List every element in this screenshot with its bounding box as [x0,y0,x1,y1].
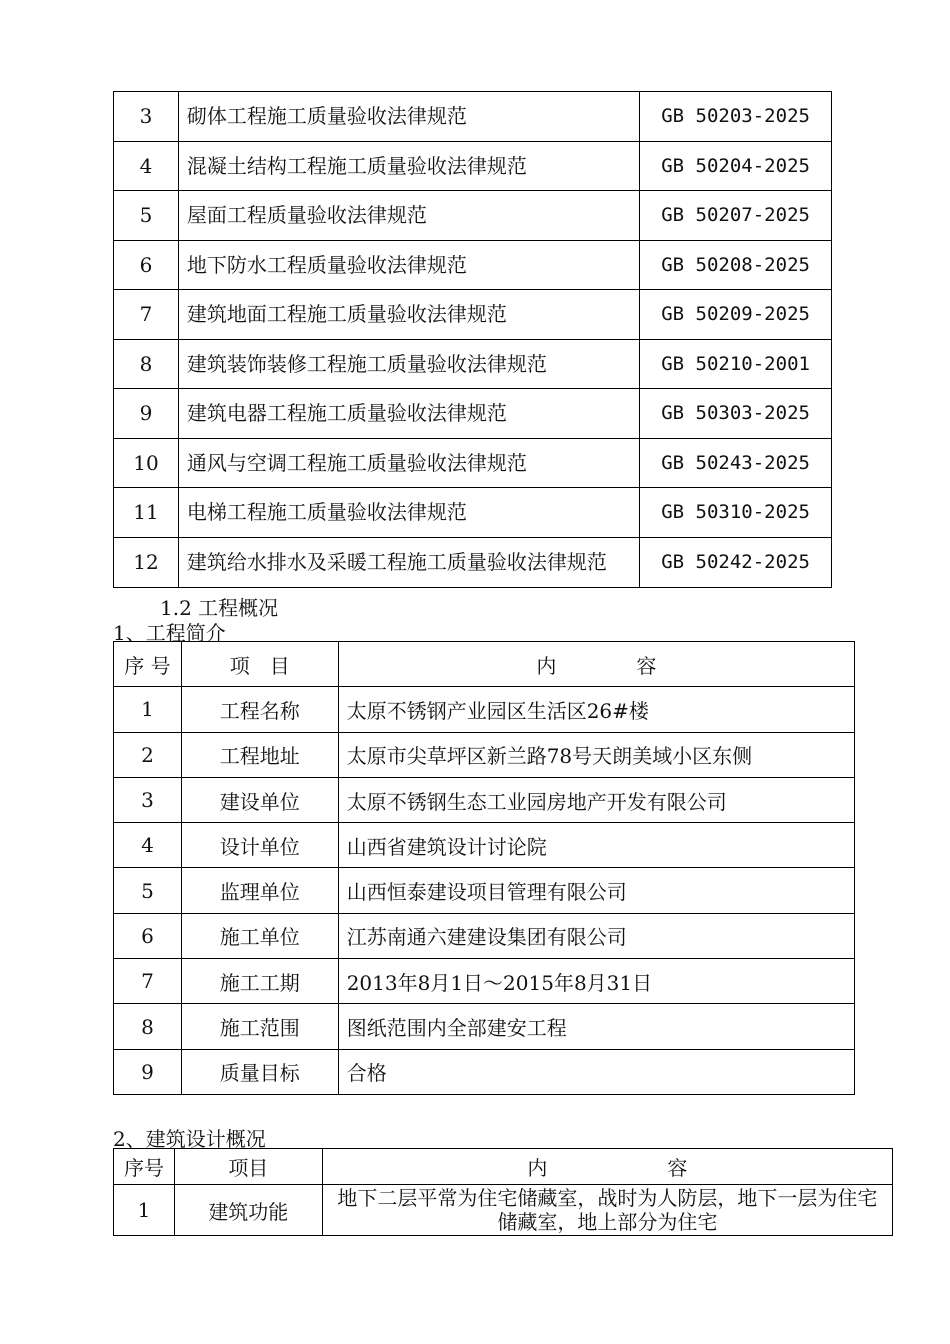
overview-table [113,641,855,1095]
row-content: 太原市尖草坪区新兰路78号天朗美域小区东侧 [338,732,854,777]
row-number: 10 [114,438,179,488]
standard-code: GB 50204-2025 [640,141,832,191]
row-content: 山西恒泰建设项目管理有限公司 [338,868,854,913]
table-row [114,959,855,1004]
row-item: 建筑功能 [174,1185,322,1236]
row-item: 监理单位 [181,868,338,913]
row-content: 太原不锈钢产业园区生活区26#楼 [338,687,854,732]
row-content: 江苏南通六建建设集团有限公司 [338,913,854,958]
table-row [114,290,832,340]
table-header-row [114,642,855,687]
standard-name: 建筑给水排水及采暖工程施工质量验收法律规范 [178,537,639,587]
row-content: 图纸范围内全部建安工程 [338,1004,854,1049]
table-row [114,240,832,290]
subsection-title-design: 2、建筑设计概况 [113,1127,266,1151]
row-item: 施工工期 [181,959,338,1004]
table-header-row [114,1149,893,1185]
table-row [114,1185,893,1236]
row-content: 合格 [338,1049,854,1094]
row-number: 3 [114,777,182,822]
table-row [114,687,855,732]
standard-code: GB 50207-2025 [640,191,832,241]
table-row [114,537,832,587]
table-row [114,823,855,868]
standard-code: GB 50242-2025 [640,537,832,587]
table-row [114,913,855,958]
table-row [114,339,832,389]
row-item: 施工范围 [181,1004,338,1049]
table-row [114,389,832,439]
standard-name: 建筑电器工程施工质量验收法律规范 [178,389,639,439]
table-row [114,488,832,538]
standard-name: 电梯工程施工质量验收法律规范 [178,488,639,538]
table-row [114,191,832,241]
row-item: 质量目标 [181,1049,338,1094]
row-number: 12 [114,537,179,587]
row-number: 7 [114,290,179,340]
row-number: 8 [114,1004,182,1049]
row-number: 1 [114,687,182,732]
standard-code: GB 50203-2025 [640,92,832,142]
table-row [114,1004,855,1049]
row-item: 工程地址 [181,732,338,777]
standard-code: GB 50303-2025 [640,389,832,439]
header-content: 内 容 [322,1149,892,1185]
row-number: 6 [114,913,182,958]
table-row [114,1049,855,1094]
standard-name: 地下防水工程质量验收法律规范 [178,240,639,290]
row-number: 4 [114,823,182,868]
row-content: 太原不锈钢生态工业园房地产开发有限公司 [338,777,854,822]
header-content: 内 容 [338,642,854,687]
row-item: 设计单位 [181,823,338,868]
header-number: 序号 [114,1149,175,1185]
row-number: 1 [114,1185,175,1236]
standard-name: 通风与空调工程施工质量验收法律规范 [178,438,639,488]
header-item: 项 目 [181,642,338,687]
row-item: 施工单位 [181,913,338,958]
row-number: 7 [114,959,182,1004]
standard-name: 混凝土结构工程施工质量验收法律规范 [178,141,639,191]
standard-name: 建筑装饰装修工程施工质量验收法律规范 [178,339,639,389]
table-row [114,438,832,488]
standard-code: GB 50310-2025 [640,488,832,538]
table-row [114,92,832,142]
standards-table [113,91,832,588]
header-item: 项目 [174,1149,322,1185]
table-row [114,868,855,913]
row-item: 建设单位 [181,777,338,822]
standard-code: GB 50209-2025 [640,290,832,340]
row-content: 地下二层平常为住宅储藏室，战时为人防层，地下一层为住宅储藏室，地上部分为住宅 [322,1185,892,1236]
row-number: 8 [114,339,179,389]
row-number: 5 [114,191,179,241]
row-number: 9 [114,389,179,439]
subsection-title-overview: 1、工程简介 [113,621,226,645]
standard-name: 建筑地面工程施工质量验收法律规范 [178,290,639,340]
row-number: 6 [114,240,179,290]
row-item: 工程名称 [181,687,338,732]
row-number: 9 [114,1049,182,1094]
section-title: 1.2 工程概况 [160,596,279,620]
standard-code: GB 50210-2001 [640,339,832,389]
row-content: 2013年8月1日～2015年8月31日 [338,959,854,1004]
row-number: 3 [114,92,179,142]
row-number: 2 [114,732,182,777]
row-number: 5 [114,868,182,913]
table-row [114,732,855,777]
standard-code: GB 50243-2025 [640,438,832,488]
standard-name: 屋面工程质量验收法律规范 [178,191,639,241]
row-number: 11 [114,488,179,538]
header-number: 序 号 [114,642,182,687]
standard-name: 砌体工程施工质量验收法律规范 [178,92,639,142]
design-table [113,1148,893,1236]
row-content: 山西省建筑设计讨论院 [338,823,854,868]
table-row [114,141,832,191]
row-number: 4 [114,141,179,191]
table-row [114,777,855,822]
standard-code: GB 50208-2025 [640,240,832,290]
